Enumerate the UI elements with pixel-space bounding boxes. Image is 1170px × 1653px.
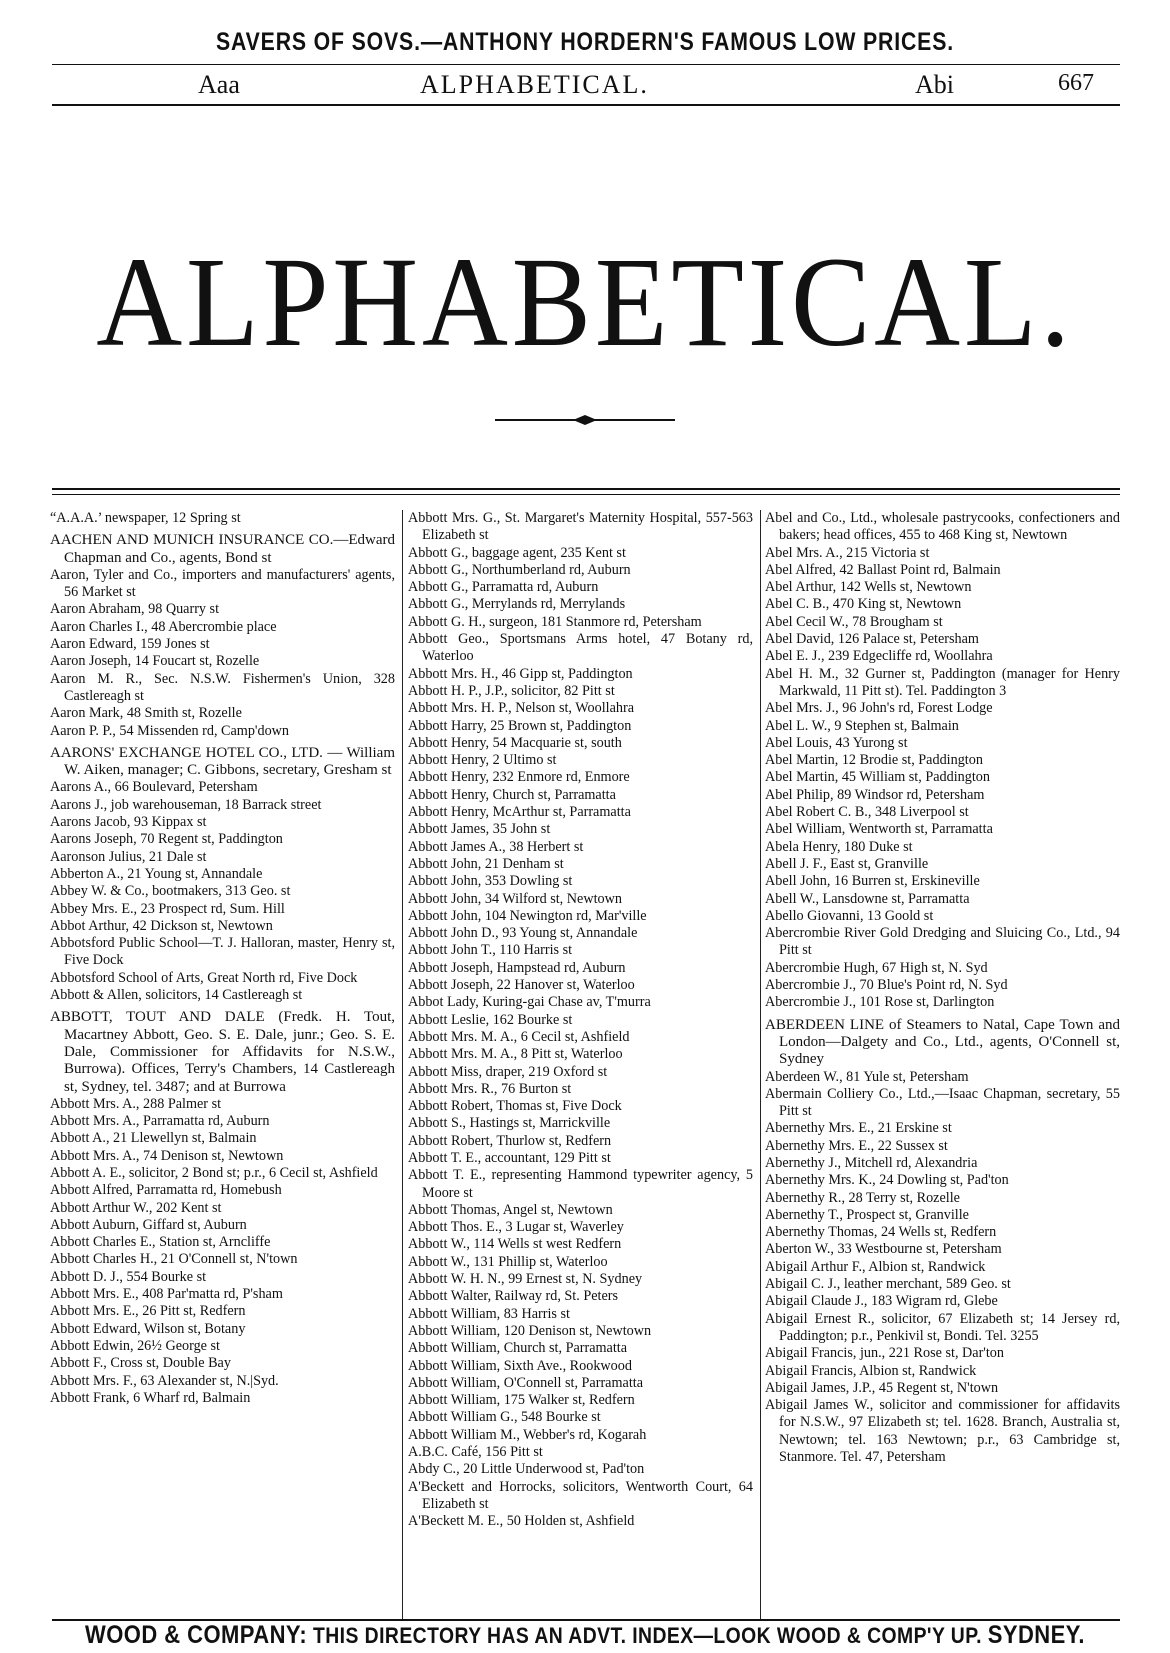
directory-entry: Abbott Thos. E., 3 Lugar st, Waverley [408, 1219, 624, 1236]
directory-entry: Abbott William, 175 Walker st, Redfern [408, 1392, 635, 1409]
directory-entry: Aaron Charles I., 48 Abercrombie place [50, 618, 277, 635]
directory-entry: Abbott John, 21 Denham st [408, 855, 564, 872]
directory-entry: ABBOTT, TOUT AND DALE (Fredk. H. Tout, Macartney Abbott, Geo. S. E. Dale, junr.; Geo. S. E. Dale, Commissioner for Affidavits for N.S.W., Burrowa). Offices, Terry's Chambers, 14 Castlereagh st, Sydney, tel. 3487; and at Burrowa [50, 1009, 395, 1095]
directory-entry: Abbott Joseph, Hampstead rd, Auburn [408, 959, 626, 976]
directory-entry: Abbott William G., 548 Bourke st [408, 1409, 601, 1426]
directory-entry: Abercrombie J., 101 Rose st, Darlington [765, 994, 995, 1011]
directory-entry: “A.A.A.’ newspaper, 12 Spring st [50, 510, 241, 526]
directory-entry: Abbott William, Church st, Parramatta [408, 1340, 628, 1357]
directory-entry: Abbott Miss, draper, 219 Oxford st [408, 1063, 608, 1080]
directory-entry: Abbott Joseph, 22 Hanover st, Waterloo [408, 977, 635, 994]
directory-entry: Abbott T. E., representing Hammond typewriter agency, 5 Moore st [408, 1167, 753, 1201]
directory-entry: Abbey Mrs. E., 23 Prospect rd, Sum. Hill [50, 900, 285, 917]
directory-entry: ABERDEEN LINE of Steamers to Natal, Cape Town and London—Dalgety and Co., Ltd., agents, O'Connell st, Sydney [765, 1016, 1120, 1068]
directory-entry: Aaron M. R., Sec. N.S.W. Fishermen's Union, 328 Castlereagh st [50, 670, 395, 704]
top-double-rule-1 [52, 488, 1120, 490]
directory-entry: Abbott Frank, 6 Wharf rd, Balmain [50, 1389, 251, 1406]
directory-entry: Abel William, Wentworth st, Parramatta [765, 821, 993, 838]
directory-entry: Abbott G., Northumberland rd, Auburn [408, 561, 631, 578]
header-left-guide: Aaa [198, 70, 240, 99]
directory-entry: Abbott Mrs. A., Parramatta rd, Auburn [50, 1113, 270, 1130]
page-number: 667 [1058, 70, 1094, 96]
header-rule [52, 104, 1120, 106]
directory-entry: Abigail Ernest R., solicitor, 67 Elizabeth st; 14 Jersey rd, Paddington; p.r., Penkivil st, Bondi. Tel. 3255 [765, 1310, 1120, 1344]
directory-entry: Abbott A., 21 Llewellyn st, Balmain [50, 1130, 257, 1147]
directory-entry: Aarons Jacob, 93 Kippax st [50, 814, 207, 831]
directory-entry: Abela Henry, 180 Duke st [765, 838, 913, 855]
directory-entry: Abbott G., Parramatta rd, Auburn [408, 579, 599, 596]
running-header [0, 70, 1170, 104]
directory-entry: Abbott S., Hastings st, Marrickville [408, 1115, 611, 1132]
directory-entry: Abbott Mrs. H. P., Nelson st, Woollahra [408, 700, 634, 717]
directory-entry: Abigail James, J.P., 45 Regent st, N'town [765, 1379, 999, 1396]
directory-entry: Abbott Henry, Church st, Parramatta [408, 786, 616, 803]
directory-entry: Abbott Auburn, Giffard st, Auburn [50, 1216, 247, 1233]
directory-entry: Abbott James A., 38 Herbert st [408, 838, 584, 855]
header-right-guide: Abi [915, 70, 954, 99]
directory-entry: Abel Martin, 12 Brodie st, Paddington [765, 752, 983, 769]
page-title: ALPHABETICAL. [96, 231, 1074, 373]
directory-entry: Abello Giovanni, 13 Goold st [765, 907, 934, 924]
directory-entry: Abel Alfred, 42 Ballast Point rd, Balmain [765, 561, 1001, 578]
directory-entry: Abel Mrs. J., 96 John's rd, Forest Lodge [765, 700, 993, 717]
directory-entry: Abbott James, 35 John st [408, 821, 551, 838]
directory-entry: A'Beckett and Horrocks, solicitors, Wentworth Court, 64 Elizabeth st [408, 1478, 753, 1512]
directory-entry: Abbott Charles E., Station st, Arncliffe [50, 1234, 271, 1251]
directory-entry: Abbott Mrs. A., 74 Denison st, Newtown [50, 1147, 284, 1164]
directory-entry: Abernethy Mrs. E., 21 Erskine st [765, 1120, 952, 1137]
directory-entry: Abbot Arthur, 42 Dickson st, Newtown [50, 917, 273, 934]
directory-entry: Abel E. J., 239 Edgecliffe rd, Woollahra [765, 648, 993, 665]
directory-entry: Aaron Mark, 48 Smith st, Rozelle [50, 705, 242, 722]
header-section-title: ALPHABETICAL. [420, 70, 649, 99]
directory-entry: Aaron Edward, 159 Jones st [50, 636, 210, 653]
directory-entry: Abbot Lady, Kuring-gai Chase av, T'murra [408, 994, 651, 1011]
directory-entry: Abernethy Thomas, 24 Wells st, Redfern [765, 1224, 997, 1241]
directory-columns [50, 510, 1120, 1620]
directory-entry: Abercrombie J., 70 Blue's Point rd, N. Syd [765, 977, 1008, 994]
directory-entry: Abbott William, O'Connell st, Parramatta [408, 1374, 643, 1391]
directory-entry: Abel Robert C. B., 348 Liverpool st [765, 804, 969, 821]
directory-entry: Abel Cecil W., 78 Brougham st [765, 613, 943, 630]
directory-entry: Abbott Mrs. R., 76 Burton st [408, 1080, 572, 1097]
directory-entry: Abbotsford Public School—T. J. Halloran, master, Henry st, Five Dock [50, 935, 395, 969]
directory-entry: Abel C. B., 470 King st, Newtown [765, 596, 962, 613]
directory-entry: Abbott Henry, 54 Macquarie st, south [408, 734, 622, 751]
directory-entry: Abigail Francis, Albion st, Randwick [765, 1362, 977, 1379]
directory-entry: Abbott G. H., surgeon, 181 Stanmore rd, Petersham [408, 613, 702, 630]
directory-entry: AARONS' EXCHANGE HOTEL CO., LTD. — William W. Aiken, manager; C. Gibbons, secretary, Gresham st [50, 744, 395, 779]
directory-entry: Abigail Claude J., 183 Wigram rd, Glebe [765, 1293, 998, 1310]
footer-advert [70, 1621, 1100, 1650]
top-double-rule-2 [52, 494, 1120, 495]
directory-entry: Abbott Charles H., 21 O'Connell st, N'town [50, 1251, 298, 1268]
directory-entry: Abbott Edwin, 26½ George st [50, 1337, 220, 1354]
directory-entry: Abbott Thomas, Angel st, Newtown [408, 1201, 613, 1218]
directory-entry: Abbott John T., 110 Harris st [408, 942, 573, 959]
directory-entry: Abigail Francis, jun., 221 Rose st, Dar'ton [765, 1345, 1004, 1362]
directory-entry: Abbotsford School of Arts, Great North rd, Five Dock [50, 969, 358, 986]
column-3 [765, 510, 1120, 1466]
directory-entry: Abdy C., 20 Little Underwood st, Pad'ton [408, 1461, 645, 1478]
directory-entry: Abel Louis, 43 Yurong st [765, 734, 908, 751]
directory-entry: Abbott Mrs. E., 26 Pitt st, Redfern [50, 1303, 246, 1320]
column-2 [408, 510, 753, 1531]
directory-entry: Abbott Walter, Railway rd, St. Peters [408, 1288, 619, 1305]
directory-entry: Abbott Mrs. M. A., 8 Pitt st, Waterloo [408, 1046, 623, 1063]
directory-entry: Abbott Mrs. F., 63 Alexander st, N.|Syd. [50, 1372, 279, 1389]
directory-entry: Abel Martin, 45 William st, Paddington [765, 769, 990, 786]
directory-entry: Abel and Co., Ltd., wholesale pastrycooks, confectioners and bakers; head offices, 455 to 468 King st, Newtown [765, 510, 1120, 544]
directory-entry: Abbott Harry, 25 Brown st, Paddington [408, 717, 632, 734]
directory-entry: Abbott William M., Webber's rd, Kogarah [408, 1426, 647, 1443]
directory-entry: Aarons J., job warehouseman, 18 Barrack street [50, 796, 322, 813]
directory-entry: Abbott F., Cross st, Double Bay [50, 1355, 231, 1372]
directory-entry: Abbott Henry, 2 Ultimo st [408, 752, 557, 769]
directory-entry: Abel H. M., 32 Gurner st, Paddington (manager for Henry Markwald, 11 Pitt st). Tel. Paddington 3 [765, 665, 1120, 699]
directory-entry: Abernethy Mrs. K., 24 Dowling st, Pad'ton [765, 1172, 1009, 1189]
banner-rule [52, 64, 1120, 65]
directory-entry: Abbott William, 120 Denison st, Newtown [408, 1322, 652, 1339]
directory-entry: Abbott Robert, Thurlow st, Redfern [408, 1132, 612, 1149]
directory-entry: Abbott D. J., 554 Bourke st [50, 1268, 207, 1285]
directory-entry: Abbott Mrs. G., St. Margaret's Maternity Hospital, 557-563 Elizabeth st [408, 510, 753, 544]
directory-entry: A.B.C. Café, 156 Pitt st [408, 1444, 543, 1461]
directory-entry: Abernethy J., Mitchell rd, Alexandria [765, 1154, 978, 1171]
directory-entry: Abbott William, 83 Harris st [408, 1305, 570, 1322]
directory-entry: Aberton W., 33 Westbourne st, Petersham [765, 1241, 1002, 1258]
directory-entry: Aaron, Tyler and Co., importers and manufacturers' agents, 56 Market st [50, 566, 395, 601]
directory-entry: Abbott Mrs. E., 408 Par'matta rd, P'sham [50, 1286, 283, 1303]
directory-entry: Abercrombie River Gold Dredging and Sluicing Co., Ltd., 94 Pitt st [765, 925, 1120, 959]
directory-entry: Abbott H. P., J.P., solicitor, 82 Pitt st [408, 682, 615, 699]
directory-entry: Abernethy R., 28 Terry st, Rozelle [765, 1189, 960, 1206]
directory-entry: Aaron Joseph, 14 Foucart st, Rozelle [50, 653, 260, 670]
directory-entry: Abigail James W., solicitor and commissioner for affidavits for N.S.W., 97 Elizabeth st; tel. 1628. Branch, Australia st, Newtown; tel. 163 Newtown; p.r., 63 Cambridge st, Stanmore. Tel. 47, Petersham [765, 1397, 1120, 1466]
directory-entry: Abigail C. J., leather merchant, 589 Geo. st [765, 1276, 1011, 1293]
top-banner: SAVERS OF SOVS.—ANTHONY HORDERN'S FAMOUS LOW PRICES. [216, 28, 954, 56]
footer-message: THIS DIRECTORY HAS AN ADVT. INDEX—LOOK WOOD & COMP'Y UP. [312, 1623, 982, 1648]
directory-entry: Abel Mrs. A., 215 Victoria st [765, 544, 930, 561]
directory-entry: Abbott Leslie, 162 Bourke st [408, 1011, 573, 1028]
directory-entry: Abbott Henry, McArthur st, Parramatta [408, 804, 631, 821]
directory-entry: Abbott W., 114 Wells st west Redfern [408, 1236, 622, 1253]
directory-entry: Abel Philip, 89 Windsor rd, Petersham [765, 786, 985, 803]
directory-entry: Abel David, 126 Palace st, Petersham [765, 631, 979, 648]
column-1 [50, 510, 395, 1407]
directory-entry: Abell John, 16 Burren st, Erskineville [765, 873, 980, 890]
directory-entry: Aarons A., 66 Boulevard, Petersham [50, 779, 258, 796]
directory-entry: Abbott Mrs. H., 46 Gipp st, Paddington [408, 665, 633, 682]
divider-ornament [495, 414, 675, 426]
footer-city: SYDNEY. [987, 1621, 1085, 1649]
directory-entry: Abigail Arthur F., Albion st, Randwick [765, 1258, 986, 1275]
directory-entry: Abbott Edward, Wilson st, Botany [50, 1320, 246, 1337]
directory-entry: Abbott A. E., solicitor, 2 Bond st; p.r., 6 Cecil st, Ashfield [50, 1164, 378, 1181]
directory-entry: Aaron P. P., 54 Missenden rd, Camp'down [50, 722, 290, 739]
directory-entry: Aaron Abraham, 98 Quarry st [50, 601, 220, 618]
directory-entry: Aarons Joseph, 70 Regent st, Paddington [50, 831, 283, 848]
directory-entry: Abbott Mrs. A., 288 Palmer st [50, 1095, 222, 1112]
directory-entry: Abbott W., 131 Phillip st, Waterloo [408, 1253, 608, 1270]
directory-entry: Abbott Henry, 232 Enmore rd, Enmore [408, 769, 630, 786]
directory-entry: Abbott Alfred, Parramatta rd, Homebush [50, 1182, 282, 1199]
footer-company: WOOD & COMPANY: [85, 1621, 308, 1649]
directory-entry: Abbott W. H. N., 99 Ernest st, N. Sydney [408, 1271, 643, 1288]
directory-entry: Abbott Mrs. M. A., 6 Cecil st, Ashfield [408, 1028, 630, 1045]
directory-entry: Abbott John, 104 Newington rd, Mar'ville [408, 907, 647, 924]
directory-entry: Abbott Geo., Sportsmans Arms hotel, 47 Botany rd, Waterloo [408, 631, 753, 665]
directory-entry: Abbott & Allen, solicitors, 14 Castlereagh st [50, 987, 303, 1004]
directory-entry: Abell W., Lansdowne st, Parramatta [765, 890, 970, 907]
directory-entry: Abell J. F., East st, Granville [765, 855, 929, 872]
directory-entry: Abernethy T., Prospect st, Granville [765, 1206, 969, 1223]
directory-entry: Abbott G., baggage agent, 235 Kent st [408, 544, 626, 561]
directory-entry: Abercrombie Hugh, 67 High st, N. Syd [765, 959, 988, 976]
directory-entry: Abbott John D., 93 Young st, Annandale [408, 925, 638, 942]
directory-entry: Abbott William, Sixth Ave., Rookwood [408, 1357, 632, 1374]
directory-entry: Abbott G., Merrylands rd, Merrylands [408, 596, 626, 613]
directory-entry: Abbott John, 34 Wilford st, Newtown [408, 890, 622, 907]
directory-entry: Aberdeen W., 81 Yule st, Petersham [765, 1068, 969, 1085]
directory-entry: Abbott Robert, Thomas st, Five Dock [408, 1098, 622, 1115]
directory-entry: Abel Arthur, 142 Wells st, Newtown [765, 579, 972, 596]
directory-entry: AACHEN AND MUNICH INSURANCE CO.—Edward Chapman and Co., agents, Bond st [50, 532, 395, 566]
directory-entry: Abermain Colliery Co., Ltd.,—Isaac Chapman, secretary, 55 Pitt st [765, 1085, 1120, 1120]
directory-entry: Abel L. W., 9 Stephen st, Balmain [765, 717, 959, 734]
directory-entry: Abbott John, 353 Dowling st [408, 873, 573, 890]
directory-entry: Abbott T. E., accountant, 129 Pitt st [408, 1149, 611, 1166]
directory-entry: Abbott Arthur W., 202 Kent st [50, 1199, 222, 1216]
directory-entry: Abberton A., 21 Young st, Annandale [50, 865, 263, 882]
directory-entry: A'Beckett M. E., 50 Holden st, Ashfield [408, 1513, 635, 1530]
directory-entry: Abbey W. & Co., bootmakers, 313 Geo. st [50, 883, 291, 900]
directory-entry: Aaronson Julius, 21 Dale st [50, 848, 207, 865]
directory-entry: Abernethy Mrs. E., 22 Sussex st [765, 1137, 948, 1154]
